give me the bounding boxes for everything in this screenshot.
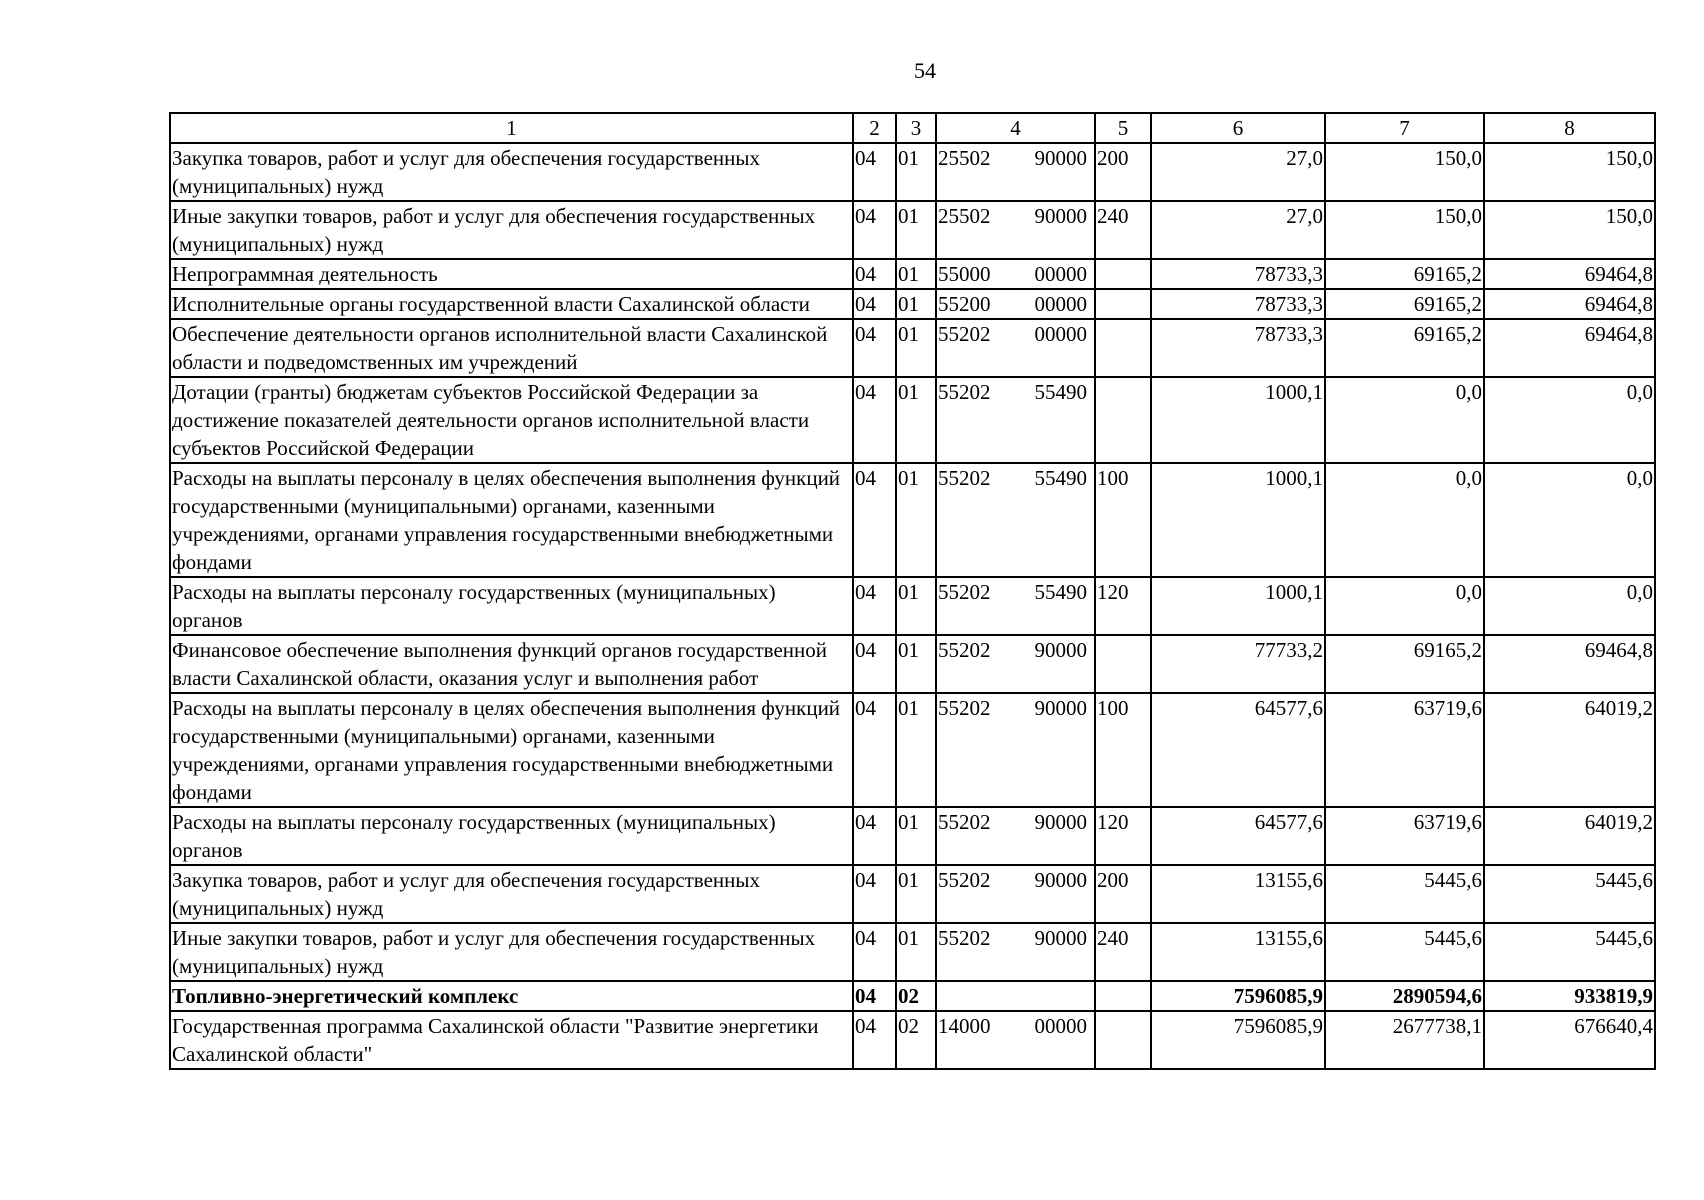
table-row (170, 693, 1655, 807)
subsection-code: 01 (896, 259, 936, 289)
row-name: Государственная программа Сахалинской области "Развитие энергетики Сахалинской области" (170, 1011, 853, 1069)
target-article-code (936, 201, 1095, 259)
target-article-code-part-1: 55202 (938, 696, 991, 720)
row-name: Расходы на выплаты персоналу в целях обеспечения выполнения функций государственными (муниципальными) органами, казенными учреждениями, органами управления государственными внебюджетными фондами (170, 463, 853, 577)
table-row (170, 289, 1655, 319)
amount-col-6: 78733,3 (1151, 289, 1325, 319)
column-header-6: 6 (1151, 113, 1325, 143)
target-article-code (936, 1011, 1095, 1069)
page-number: 54 (914, 58, 936, 83)
row-name: Иные закупки товаров, работ и услуг для обеспечения государственных (муниципальных) нужд (170, 201, 853, 259)
amount-col-7: 63719,6 (1325, 693, 1484, 807)
column-header-1: 1 (170, 113, 853, 143)
amount-col-8: 64019,2 (1484, 807, 1655, 865)
section-code: 04 (853, 259, 896, 289)
amount-col-6: 77733,2 (1151, 635, 1325, 693)
section-code: 04 (853, 463, 896, 577)
subsection-code: 01 (896, 377, 936, 463)
target-article-code-part-1: 55202 (938, 380, 991, 404)
subsection-code: 01 (896, 201, 936, 259)
amount-col-6: 78733,3 (1151, 259, 1325, 289)
subsection-code: 02 (896, 1011, 936, 1069)
amount-col-6: 7596085,9 (1151, 1011, 1325, 1069)
amount-col-6: 13155,6 (1151, 865, 1325, 923)
expense-type-code (1095, 635, 1151, 693)
section-code: 04 (853, 923, 896, 981)
table-row (170, 865, 1655, 923)
table-row (170, 1011, 1655, 1069)
column-header-7: 7 (1325, 113, 1484, 143)
column-header-5: 5 (1095, 113, 1151, 143)
table-body (170, 143, 1655, 1069)
header-row (170, 113, 1655, 143)
table-row (170, 463, 1655, 577)
expense-type-code: 240 (1095, 201, 1151, 259)
target-article-code-part-2: 90000 (1034, 868, 1087, 892)
row-name: Непрограммная деятельность (170, 259, 853, 289)
amount-col-7: 69165,2 (1325, 635, 1484, 693)
section-code: 04 (853, 143, 896, 201)
section-code: 04 (853, 865, 896, 923)
expense-type-code (1095, 377, 1151, 463)
target-article-code-part-2: 90000 (1034, 638, 1087, 662)
expense-type-code: 100 (1095, 693, 1151, 807)
amount-col-7: 2677738,1 (1325, 1011, 1484, 1069)
amount-col-8: 0,0 (1484, 577, 1655, 635)
row-name: Дотации (гранты) бюджетам субъектов Российской Федерации за достижение показателей деятельности органов исполнительной власти субъектов Российской Федерации (170, 377, 853, 463)
table-row (170, 981, 1655, 1011)
column-header-8: 8 (1484, 113, 1655, 143)
target-article-code-part-1: 55202 (938, 580, 991, 604)
section-code: 04 (853, 201, 896, 259)
table-row (170, 923, 1655, 981)
subsection-code: 01 (896, 865, 936, 923)
amount-col-8: 69464,8 (1484, 289, 1655, 319)
amount-col-8: 64019,2 (1484, 693, 1655, 807)
target-article-code-part-1: 55200 (938, 292, 991, 316)
amount-col-7: 0,0 (1325, 577, 1484, 635)
target-article-code-part-1: 55202 (938, 322, 991, 346)
amount-col-6: 1000,1 (1151, 463, 1325, 577)
amount-col-7: 69165,2 (1325, 319, 1484, 377)
target-article-code-part-1: 55202 (938, 926, 991, 950)
section-code: 04 (853, 981, 896, 1011)
row-name: Расходы на выплаты персоналу государственных (муниципальных) органов (170, 807, 853, 865)
amount-col-6: 64577,6 (1151, 693, 1325, 807)
row-name: Иные закупки товаров, работ и услуг для обеспечения государственных (муниципальных) нужд (170, 923, 853, 981)
column-header-3: 3 (896, 113, 936, 143)
section-code: 04 (853, 289, 896, 319)
table-row (170, 319, 1655, 377)
table-row (170, 201, 1655, 259)
amount-col-8: 69464,8 (1484, 259, 1655, 289)
amount-col-7: 69165,2 (1325, 289, 1484, 319)
target-article-code-part-1: 55202 (938, 638, 991, 662)
target-article-code (936, 377, 1095, 463)
amount-col-8: 0,0 (1484, 377, 1655, 463)
subsection-code: 01 (896, 807, 936, 865)
amount-col-6: 1000,1 (1151, 577, 1325, 635)
expense-type-code: 120 (1095, 807, 1151, 865)
row-name: Расходы на выплаты персоналу государственных (муниципальных) органов (170, 577, 853, 635)
amount-col-6: 27,0 (1151, 143, 1325, 201)
amount-col-8: 69464,8 (1484, 635, 1655, 693)
section-code: 04 (853, 693, 896, 807)
expense-type-code: 200 (1095, 143, 1151, 201)
section-code: 04 (853, 377, 896, 463)
amount-col-7: 69165,2 (1325, 259, 1484, 289)
target-article-code (936, 693, 1095, 807)
expense-type-code: 200 (1095, 865, 1151, 923)
amount-col-8: 676640,4 (1484, 1011, 1655, 1069)
target-article-code-part-1: 55202 (938, 810, 991, 834)
target-article-code-part-2: 55490 (1034, 580, 1087, 604)
amount-col-8: 0,0 (1484, 463, 1655, 577)
target-article-code (936, 635, 1095, 693)
target-article-code (936, 577, 1095, 635)
target-article-code-part-1: 25502 (938, 204, 991, 228)
row-name: Расходы на выплаты персоналу в целях обеспечения выполнения функций государственными (муниципальными) органами, казенными учреждениями, органами управления государственными внебюджетными фондами (170, 693, 853, 807)
table-row (170, 259, 1655, 289)
target-article-code (936, 259, 1095, 289)
subsection-code: 01 (896, 289, 936, 319)
expense-type-code (1095, 319, 1151, 377)
subsection-code: 01 (896, 693, 936, 807)
target-article-code-part-1: 55000 (938, 262, 991, 286)
section-code: 04 (853, 319, 896, 377)
section-code: 04 (853, 807, 896, 865)
row-name: Финансовое обеспечение выполнения функций органов государственной власти Сахалинской области, оказания услуг и выполнения работ (170, 635, 853, 693)
expense-type-code: 100 (1095, 463, 1151, 577)
column-header-4: 4 (936, 113, 1095, 143)
target-article-code (936, 981, 1095, 1011)
row-name: Топливно-энергетический комплекс (170, 981, 853, 1011)
amount-col-7: 63719,6 (1325, 807, 1484, 865)
target-article-code-part-2: 90000 (1034, 696, 1087, 720)
amount-col-7: 0,0 (1325, 377, 1484, 463)
target-article-code (936, 143, 1095, 201)
target-article-code (936, 463, 1095, 577)
amount-col-7: 2890594,6 (1325, 981, 1484, 1011)
row-name: Исполнительные органы государственной власти Сахалинской области (170, 289, 853, 319)
target-article-code-part-1: 55202 (938, 868, 991, 892)
target-article-code-part-1: 25502 (938, 146, 991, 170)
target-article-code-part-2: 00000 (1034, 322, 1087, 346)
subsection-code: 01 (896, 577, 936, 635)
table-row (170, 377, 1655, 463)
amount-col-7: 0,0 (1325, 463, 1484, 577)
amount-col-8: 5445,6 (1484, 923, 1655, 981)
subsection-code: 01 (896, 319, 936, 377)
expense-type-code: 240 (1095, 923, 1151, 981)
amount-col-8: 5445,6 (1484, 865, 1655, 923)
row-name: Закупка товаров, работ и услуг для обеспечения государственных (муниципальных) нужд (170, 143, 853, 201)
target-article-code-part-1: 55202 (938, 466, 991, 490)
section-code: 04 (853, 577, 896, 635)
row-name: Обеспечение деятельности органов исполнительной власти Сахалинской области и подведомственных им учреждений (170, 319, 853, 377)
target-article-code-part-2: 90000 (1034, 204, 1087, 228)
target-article-code-part-1: 14000 (938, 1014, 991, 1038)
target-article-code-part-2: 90000 (1034, 810, 1087, 834)
table-row (170, 577, 1655, 635)
expense-type-code (1095, 259, 1151, 289)
amount-col-6: 1000,1 (1151, 377, 1325, 463)
target-article-code-part-2: 00000 (1034, 292, 1087, 316)
subsection-code: 01 (896, 143, 936, 201)
expense-type-code (1095, 289, 1151, 319)
amount-col-7: 5445,6 (1325, 865, 1484, 923)
amount-col-7: 150,0 (1325, 201, 1484, 259)
amount-col-6: 7596085,9 (1151, 981, 1325, 1011)
target-article-code (936, 807, 1095, 865)
subsection-code: 02 (896, 981, 936, 1011)
target-article-code (936, 319, 1095, 377)
amount-col-8: 150,0 (1484, 201, 1655, 259)
target-article-code (936, 923, 1095, 981)
subsection-code: 01 (896, 463, 936, 577)
target-article-code-part-2: 90000 (1034, 146, 1087, 170)
table-row (170, 807, 1655, 865)
amount-col-8: 150,0 (1484, 143, 1655, 201)
target-article-code (936, 865, 1095, 923)
target-article-code-part-2: 00000 (1034, 1014, 1087, 1038)
target-article-code-part-2: 55490 (1034, 380, 1087, 404)
amount-col-8: 933819,9 (1484, 981, 1655, 1011)
table-row (170, 143, 1655, 201)
amount-col-6: 27,0 (1151, 201, 1325, 259)
expense-type-code: 120 (1095, 577, 1151, 635)
target-article-code (936, 289, 1095, 319)
section-code: 04 (853, 1011, 896, 1069)
column-header-2: 2 (853, 113, 896, 143)
target-article-code-part-2: 55490 (1034, 466, 1087, 490)
table-row (170, 635, 1655, 693)
amount-col-6: 78733,3 (1151, 319, 1325, 377)
target-article-code-part-2: 90000 (1034, 926, 1087, 950)
amount-col-7: 150,0 (1325, 143, 1484, 201)
amount-col-8: 69464,8 (1484, 319, 1655, 377)
row-name: Закупка товаров, работ и услуг для обеспечения государственных (муниципальных) нужд (170, 865, 853, 923)
expense-type-code (1095, 981, 1151, 1011)
subsection-code: 01 (896, 923, 936, 981)
target-article-code-part-2: 00000 (1034, 262, 1087, 286)
budget-table (169, 112, 1656, 1070)
amount-col-6: 13155,6 (1151, 923, 1325, 981)
section-code: 04 (853, 635, 896, 693)
amount-col-7: 5445,6 (1325, 923, 1484, 981)
amount-col-6: 64577,6 (1151, 807, 1325, 865)
subsection-code: 01 (896, 635, 936, 693)
expense-type-code (1095, 1011, 1151, 1069)
